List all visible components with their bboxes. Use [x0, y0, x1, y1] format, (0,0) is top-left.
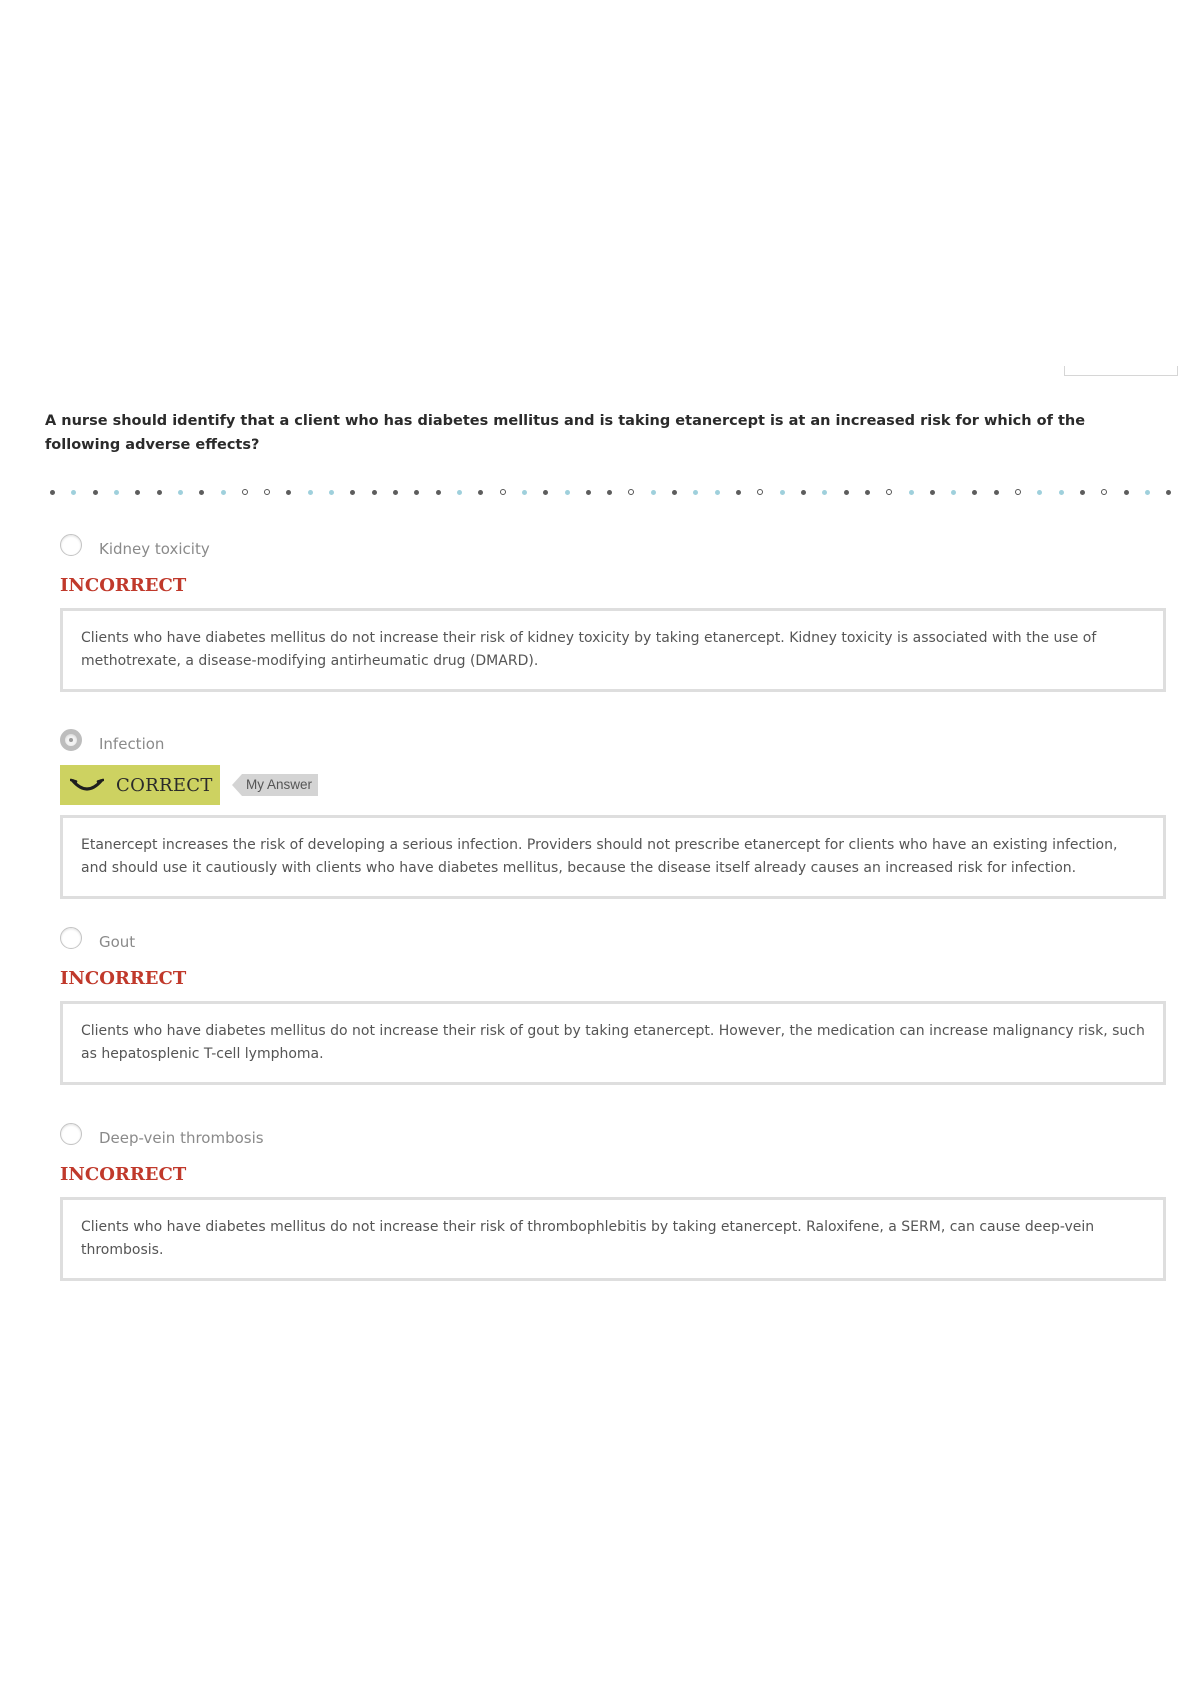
- divider-dot: [1166, 490, 1171, 495]
- divider-dot: [522, 490, 527, 495]
- option-label[interactable]: Infection: [99, 735, 165, 753]
- dotted-divider: [50, 487, 1172, 497]
- divider-dot: [1101, 489, 1107, 495]
- option-label[interactable]: Gout: [99, 933, 136, 951]
- divider-dot: [586, 490, 591, 495]
- divider-dot: [71, 490, 76, 495]
- divider-dot: [221, 490, 226, 495]
- question-stem: A nurse should identify that a client who has diabetes mellitus and is taking etanercept is at an increased risk for which of the following adverse effects?: [45, 413, 1086, 453]
- answer-option-kidney-toxicity: [60, 530, 1168, 692]
- rationale-box: Clients who have diabetes mellitus do not increase their risk of thrombophlebitis by taking etanercept. Raloxifene, a SERM, can cause deep-vein thrombosis.: [60, 1197, 1166, 1281]
- divider-dot: [242, 489, 248, 495]
- divider-dot: [543, 490, 548, 495]
- option-row[interactable]: [60, 923, 1168, 953]
- divider-dot: [329, 490, 334, 495]
- incorrect-status: INCORRECT: [60, 575, 187, 596]
- divider-dot: [93, 490, 98, 495]
- divider-dot: [308, 490, 313, 495]
- divider-dot: [178, 490, 183, 495]
- divider-dot: [1059, 490, 1064, 495]
- option-label[interactable]: Deep-vein thrombosis: [99, 1129, 264, 1147]
- divider-dot: [693, 490, 698, 495]
- divider-dot: [286, 490, 291, 495]
- divider-dot: [157, 490, 162, 495]
- option-label[interactable]: Kidney toxicity: [99, 540, 210, 558]
- answer-option-infection: [60, 725, 1168, 899]
- smile-icon: [70, 775, 104, 795]
- divider-dot: [1145, 490, 1150, 495]
- divider-dot: [972, 490, 977, 495]
- radio-button-selected[interactable]: [60, 729, 82, 751]
- correct-status: CORRECT: [116, 774, 213, 796]
- radio-button[interactable]: [60, 534, 82, 556]
- divider-dot: [607, 490, 612, 495]
- divider-dot: [736, 490, 741, 495]
- divider-dot: [672, 490, 677, 495]
- divider-dot: [565, 490, 570, 495]
- divider-dot: [199, 490, 204, 495]
- divider-dot: [457, 490, 462, 495]
- divider-dot: [414, 490, 419, 495]
- divider-dot: [865, 490, 870, 495]
- divider-dot: [951, 490, 956, 495]
- top-right-tab-edge: [1064, 366, 1178, 376]
- divider-dot: [350, 490, 355, 495]
- divider-dot: [651, 490, 656, 495]
- rationale-box: Etanercept increases the risk of developing a serious infection. Providers should not prescribe etanercept for clients who have an existing infection, and should use it cautiously with clients who have diabetes mellitus, because the disease itself already causes an increased risk for infection.: [60, 815, 1166, 899]
- rationale-box: Clients who have diabetes mellitus do not increase their risk of gout by taking etanercept. However, the medication can increase malignancy risk, such as hepatosplenic T-cell lymphoma.: [60, 1001, 1166, 1085]
- divider-dot: [822, 490, 827, 495]
- divider-dot: [844, 490, 849, 495]
- answer-option-deep-vein-thrombosis: [60, 1119, 1168, 1281]
- divider-dot: [1037, 490, 1042, 495]
- divider-dot: [1015, 489, 1021, 495]
- divider-dot: [994, 490, 999, 495]
- divider-dot: [393, 490, 398, 495]
- my-answer-label: My Answer: [242, 774, 318, 796]
- divider-dot: [478, 490, 483, 495]
- divider-dot: [135, 490, 140, 495]
- divider-dot: [1124, 490, 1129, 495]
- divider-dot: [372, 490, 377, 495]
- my-answer-arrow: [232, 774, 242, 796]
- divider-dot: [264, 489, 270, 495]
- option-row[interactable]: [60, 530, 1168, 560]
- correct-row: [60, 765, 1168, 805]
- rationale-box: Clients who have diabetes mellitus do not increase their risk of kidney toxicity by taking etanercept. Kidney toxicity is associated with the use of methotrexate, a disease-modifying antirheumatic drug (DMARD).: [60, 608, 1166, 692]
- divider-dot: [715, 490, 720, 495]
- option-row[interactable]: [60, 725, 1168, 755]
- divider-dot: [757, 489, 763, 495]
- divider-dot: [886, 489, 892, 495]
- my-answer-tag: [232, 774, 318, 796]
- radio-button[interactable]: [60, 1123, 82, 1145]
- radio-dot: [69, 738, 73, 742]
- divider-dot: [801, 490, 806, 495]
- answer-option-gout: [60, 923, 1168, 1085]
- divider-dot: [628, 489, 634, 495]
- divider-dot: [909, 490, 914, 495]
- divider-dot: [436, 490, 441, 495]
- divider-dot: [500, 489, 506, 495]
- correct-badge: [60, 765, 220, 805]
- divider-dot: [1080, 490, 1085, 495]
- radio-button[interactable]: [60, 927, 82, 949]
- divider-dot: [930, 490, 935, 495]
- divider-dot: [780, 490, 785, 495]
- incorrect-status: INCORRECT: [60, 968, 187, 989]
- option-row[interactable]: [60, 1119, 1168, 1149]
- incorrect-status: INCORRECT: [60, 1164, 187, 1185]
- divider-dot: [114, 490, 119, 495]
- divider-dot: [50, 490, 55, 495]
